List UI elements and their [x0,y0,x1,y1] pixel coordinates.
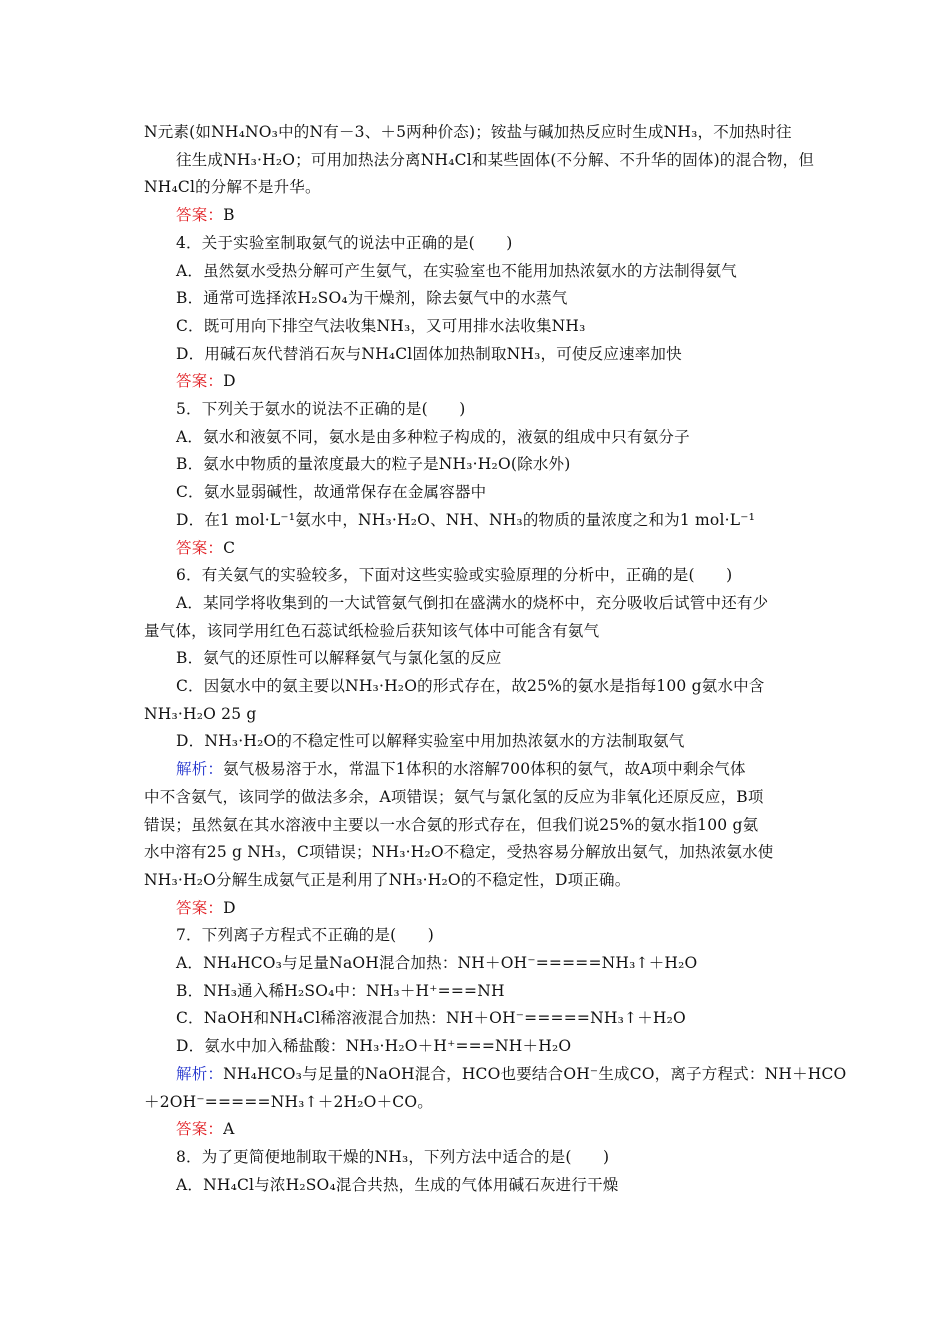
line-text: A．虽然氨水受热分解可产生氨气，在实验室也不能用加热浓氨水的方法制得氨气 [176,261,737,280]
line-text: B．NH₃通入稀H₂SO₄中：NH₃＋H⁺===NH [176,981,505,1000]
line-text: 量气体，该同学用红色石蕊试纸检验后获知该气体中可能含有氨气 [144,621,600,640]
text-line [144,621,599,641]
text-line [144,870,630,890]
answer-line [176,371,236,391]
text-line [144,122,792,142]
line-text: A．某同学将收集到的一大试管氨气倒扣在盛满水的烧杯中，充分吸收后试管中还有少 [176,593,769,612]
text-line [176,1008,686,1028]
text-line [176,1147,609,1167]
text-line [176,288,568,308]
line-text: A．NH₄Cl与浓H₂SO₄混合共热，生成的气体用碱石灰进行干燥 [176,1175,619,1194]
line-text: 7．下列离子方程式不正确的是( ) [176,926,435,945]
line-text: D．NH₃·H₂O的不稳定性可以解释实验室中用加热浓氨水的方法制取氨气 [176,732,685,751]
line-text: NH₃·H₂O分解生成氨气正是利用了NH₃·H₂O的不稳定性，D项正确。 [144,870,631,889]
analysis-line [176,759,746,779]
text-line [176,1036,571,1056]
line-text: C．NaOH和NH₄Cl稀溶液混合加热：NH＋OH⁻=====NH₃↑＋H₂O [176,1009,686,1028]
line-text: 往生成NH₃·H₂O；可用加热法分离NH₄Cl和某些固体(不分解、不升华的固体)的混合物，但 [176,150,815,169]
text-line [144,815,758,835]
line-text: B．通常可选择浓H₂SO₄为干燥剂，除去氨气中的水蒸气 [176,289,568,308]
text-line [176,344,682,364]
text-line [176,981,505,1001]
analysis-line [176,1064,846,1084]
line-text: 中不含氨气，该同学的做法多余，A项错误；氨气与氯化氢的反应为非氧化还原反应，B项 [144,787,764,806]
text-line [176,1175,618,1195]
line-text: A．氨水和液氨不同，氨水是由多种粒子构成的，液氨的组成中只有氨分子 [176,427,690,446]
answer-line [176,1119,235,1139]
line-text: C [223,538,236,557]
line-text: ＋2OH⁻=====NH₃↑＋2H₂O＋CO。 [144,1092,433,1111]
line-text: 氨气极易溶于水，常温下1体积的水溶解700体积的氨气，故A项中剩余气体 [223,760,746,779]
line-text: A [223,1120,235,1139]
line-text: 4．关于实验室制取氨气的说法中正确的是( ) [176,233,513,252]
line-text: D．氨水中加入稀盐酸：NH₃·H₂O＋H⁺===NH＋H₂O [176,1037,572,1056]
line-text: B．氨气的还原性可以解释氨气与氯化氢的反应 [176,649,502,668]
line-text: NH₃·H₂O 25 g [144,704,257,723]
line-text: B．氨水中物质的量浓度最大的粒子是NH₃·H₂O(除水外) [176,455,571,474]
line-text: D．在1 mol·L⁻¹氨水中，NH₃·H₂O、NH、NH₃的物质的量浓度之和为1 mol·L⁻¹ [176,510,756,529]
answer-label: 答案： [176,372,224,391]
analysis-label: 解析： [176,760,224,779]
answer-label: 答案： [176,206,224,225]
answer-label: 答案： [176,898,224,917]
answer-line [176,898,236,918]
line-text: N元素(如NH₄NO₃中的N有－3、＋5两种价态)；铵盐与碱加热反应时生成NH₃，不加热时往 [144,123,792,141]
text-line [176,261,737,281]
text-line [176,510,755,530]
text-line [176,233,513,253]
line-text: 8．为了更简便地制取干燥的NH₃，下列方法中适合的是( ) [176,1147,610,1166]
line-text: 错误；虽然氨在其水溶液中主要以一水合氨的形式存在，但我们说25%的氨水指100 g氨 [144,815,759,834]
line-text: D [223,372,236,391]
text-line [144,1092,433,1112]
text-line [176,565,732,585]
line-text: NH₄HCO₃与足量的NaOH混合，HCO也要结合OH⁻生成CO，离子方程式：NH＋HCO [223,1064,847,1083]
line-text: D [223,898,236,917]
text-line [176,676,765,696]
text-line [176,593,768,613]
text-line [144,177,321,197]
line-text: 水中溶有25 g NH₃，C项错误；NH₃·H₂O不稳定，受热容易分解放出氨气，加热浓氨水使 [144,843,774,862]
line-text: C．既可用向下排空气法收集NH₃，又可用排水法收集NH₃ [176,316,586,335]
answer-line [176,205,235,225]
text-line [176,454,570,474]
text-line [176,731,685,751]
line-text: NH₄Cl的分解不是升华。 [144,178,321,197]
text-line [176,316,586,336]
text-line [176,482,486,502]
answer-label: 答案： [176,1120,224,1139]
text-line [144,704,257,724]
text-line [176,648,502,668]
text-line [176,399,465,419]
text-line [144,842,774,862]
text-line [176,427,690,447]
line-text: C．因氨水中的氨主要以NH₃·H₂O的形式存在，故25%的氨水是指每100 g氨水中含 [176,677,765,695]
answer-label: 答案： [176,538,224,557]
text-line [176,925,434,945]
answer-line [176,538,235,558]
line-text: C．氨水显弱碱性，故通常保存在金属容器中 [176,483,487,502]
text-line [176,953,697,973]
analysis-label: 解析： [176,1064,224,1083]
line-text: 6．有关氨气的实验较多，下面对这些实验或实验原理的分析中，正确的是( ) [176,566,733,585]
line-text: A．NH₄HCO₃与足量NaOH混合加热：NH＋OH⁻=====NH₃↑＋H₂O [176,954,698,972]
line-text: D．用碱石灰代替消石灰与NH₄Cl固体加热制取NH₃，可使反应速率加快 [176,344,682,363]
line-text: 5．下列关于氨水的说法不正确的是( ) [176,400,466,418]
text-line [176,150,814,170]
text-line [144,787,764,807]
line-text: B [223,206,235,225]
